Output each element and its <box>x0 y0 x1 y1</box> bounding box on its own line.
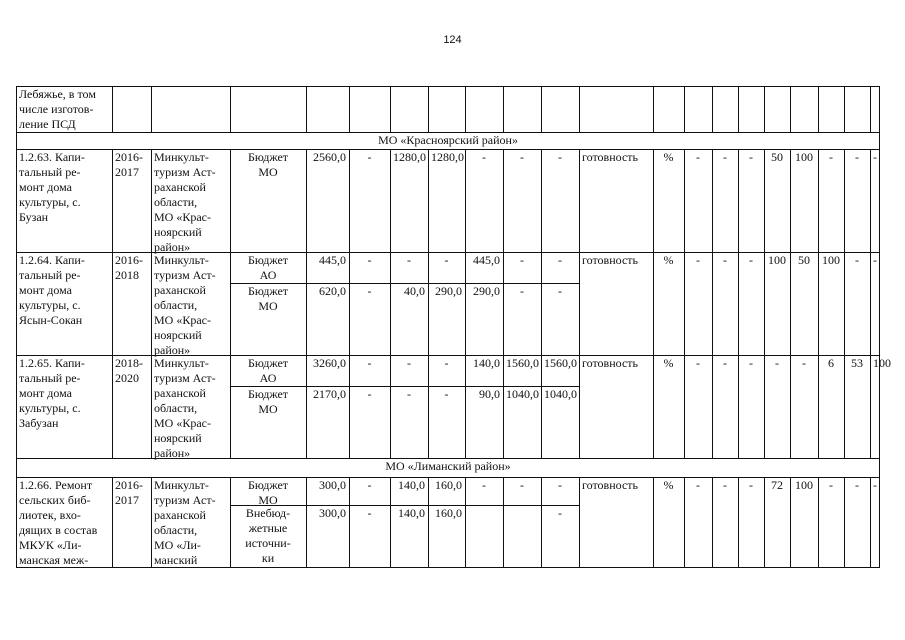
funding-value: 160,0 <box>435 478 462 492</box>
target-value: 100 <box>822 253 840 267</box>
target-value: 72 <box>771 478 783 492</box>
funding-value: - <box>407 253 411 267</box>
funding-value: - <box>367 253 372 267</box>
funding-source: Бюджет МО <box>247 284 289 313</box>
funding-value: - <box>367 150 372 164</box>
funding-value: 1040,0 <box>506 387 539 401</box>
target-value: 50 <box>771 150 783 164</box>
target-value: - <box>749 356 753 370</box>
funding-value: - <box>558 506 562 520</box>
funding-value: 140,0 <box>473 356 500 370</box>
funding-value: 2560,0 <box>313 150 346 164</box>
target-value: - <box>855 253 859 267</box>
funding-value: 1560,0 <box>544 356 577 370</box>
target-value: 100 <box>795 150 813 164</box>
target-value: - <box>873 253 877 267</box>
target-value: - <box>855 478 859 492</box>
activity-name: 1.2.63. Капи- тальный ре- монт дома культуры, с. Бузан <box>19 150 85 224</box>
funding-value: - <box>444 387 449 401</box>
activity-name: 1.2.66. Ремонт сельских биб- лиотек, вхо- дящих в состав МКУК «Ли- манская меж- <box>19 478 98 567</box>
funding-value: - <box>482 478 486 492</box>
target-value: - <box>749 478 753 492</box>
target-value: - <box>873 150 877 164</box>
target-value: - <box>873 478 877 492</box>
funding-value: 160,0 <box>435 506 462 520</box>
funding-value: - <box>558 478 562 492</box>
executor: Минкульт- туризм Аст- раханской области, МО «Крас- ноярский район» <box>154 150 216 254</box>
target-value: 6 <box>828 356 834 370</box>
funding-value: 90,0 <box>479 387 500 401</box>
target-value: - <box>723 478 727 492</box>
unit: % <box>663 253 674 267</box>
section-title: МО «Красноярский район» <box>378 133 518 147</box>
unit: % <box>663 150 674 164</box>
executor: Минкульт- туризм Аст- раханской области, МО «Крас- ноярский район» <box>154 356 216 460</box>
period: 2016- 2017 <box>115 478 143 507</box>
funding-value: 1280,0 <box>393 150 426 164</box>
funding-value: 140,0 <box>398 478 425 492</box>
target-value: - <box>696 253 700 267</box>
funding-value: - <box>444 253 449 267</box>
funding-value: - <box>367 478 372 492</box>
activity-name: Лебяжье, в том числе изготов- ление ПСД <box>19 87 96 131</box>
funding-value: - <box>444 356 449 370</box>
target-value: - <box>829 150 833 164</box>
target-value: - <box>829 478 833 492</box>
activity-name: 1.2.65. Капи- тальный ре- монт дома культуры, с. Забузан <box>19 356 85 430</box>
funding-source: Бюджет МО <box>247 478 289 507</box>
funding-value: 1560,0 <box>506 356 539 370</box>
funding-value: - <box>367 506 372 520</box>
funding-source: Бюджет МО <box>247 387 289 416</box>
funding-value: - <box>558 284 562 298</box>
funding-value: - <box>367 284 372 298</box>
target-value: - <box>749 150 753 164</box>
funding-value: - <box>482 150 486 164</box>
funding-value: 3260,0 <box>313 356 346 370</box>
period: 2018- 2020 <box>115 356 143 385</box>
funding-value: 445,0 <box>319 253 346 267</box>
funding-value: 290,0 <box>435 284 462 298</box>
indicator: готовность <box>582 253 638 267</box>
executor: Минкульт- туризм Аст- раханской области, МО «Крас- ноярский район» <box>154 253 216 357</box>
funding-value: - <box>367 387 372 401</box>
funding-value: - <box>407 356 411 370</box>
page-number: 124 <box>443 34 462 46</box>
executor: Минкульт- туризм Аст- раханской области, МО «Ли- манский <box>154 478 216 567</box>
funding-value: 620,0 <box>319 284 346 298</box>
target-value: - <box>855 150 859 164</box>
unit: % <box>663 478 674 492</box>
indicator: готовность <box>582 356 638 370</box>
funding-value: - <box>520 478 524 492</box>
budget-table <box>16 86 891 568</box>
funding-source: Бюджет АО <box>247 356 289 385</box>
indicator: готовность <box>582 150 638 164</box>
funding-value: - <box>407 387 411 401</box>
funding-value: - <box>520 284 524 298</box>
target-value: - <box>723 253 727 267</box>
target-value: - <box>802 356 806 370</box>
funding-value: - <box>558 150 562 164</box>
funding-value: 140,0 <box>398 506 425 520</box>
period: 2016- 2017 <box>115 150 143 179</box>
funding-source: Бюджет АО <box>247 253 289 282</box>
funding-value: - <box>520 150 524 164</box>
target-value: 53 <box>851 356 863 370</box>
indicator: готовность <box>582 478 638 492</box>
target-value: - <box>723 356 727 370</box>
funding-value: 300,0 <box>319 506 346 520</box>
unit: % <box>663 356 674 370</box>
activity-name: 1.2.64. Капи- тальный ре- монт дома культуры, с. Ясын-Сокан <box>19 253 85 327</box>
target-value: - <box>775 356 779 370</box>
target-value: - <box>696 356 700 370</box>
funding-source: Бюджет МО <box>247 150 289 179</box>
target-value: - <box>723 150 727 164</box>
funding-value <box>465 505 503 522</box>
funding-value: 300,0 <box>319 478 346 492</box>
target-value: - <box>749 253 753 267</box>
funding-value: 445,0 <box>473 253 500 267</box>
funding-value: 290,0 <box>473 284 500 298</box>
target-value: - <box>696 150 700 164</box>
target-value: 100 <box>873 356 891 370</box>
funding-value: - <box>520 253 524 267</box>
target-value: 100 <box>768 253 786 267</box>
funding-value: - <box>558 253 562 267</box>
funding-value: 1280,0 <box>431 150 464 164</box>
target-value: - <box>696 478 700 492</box>
funding-value: 2170,0 <box>313 387 346 401</box>
funding-value <box>503 505 541 522</box>
period: 2016- 2018 <box>115 253 143 282</box>
funding-source: Внебюд- жетные источни- ки <box>245 506 291 565</box>
funding-value: 40,0 <box>404 284 425 298</box>
funding-value: - <box>367 356 372 370</box>
target-value: 100 <box>795 478 813 492</box>
funding-value: 1040,0 <box>544 387 577 401</box>
target-value: 50 <box>798 253 810 267</box>
section-title: МО «Лиманский район» <box>385 459 511 473</box>
row-rule <box>16 86 880 87</box>
